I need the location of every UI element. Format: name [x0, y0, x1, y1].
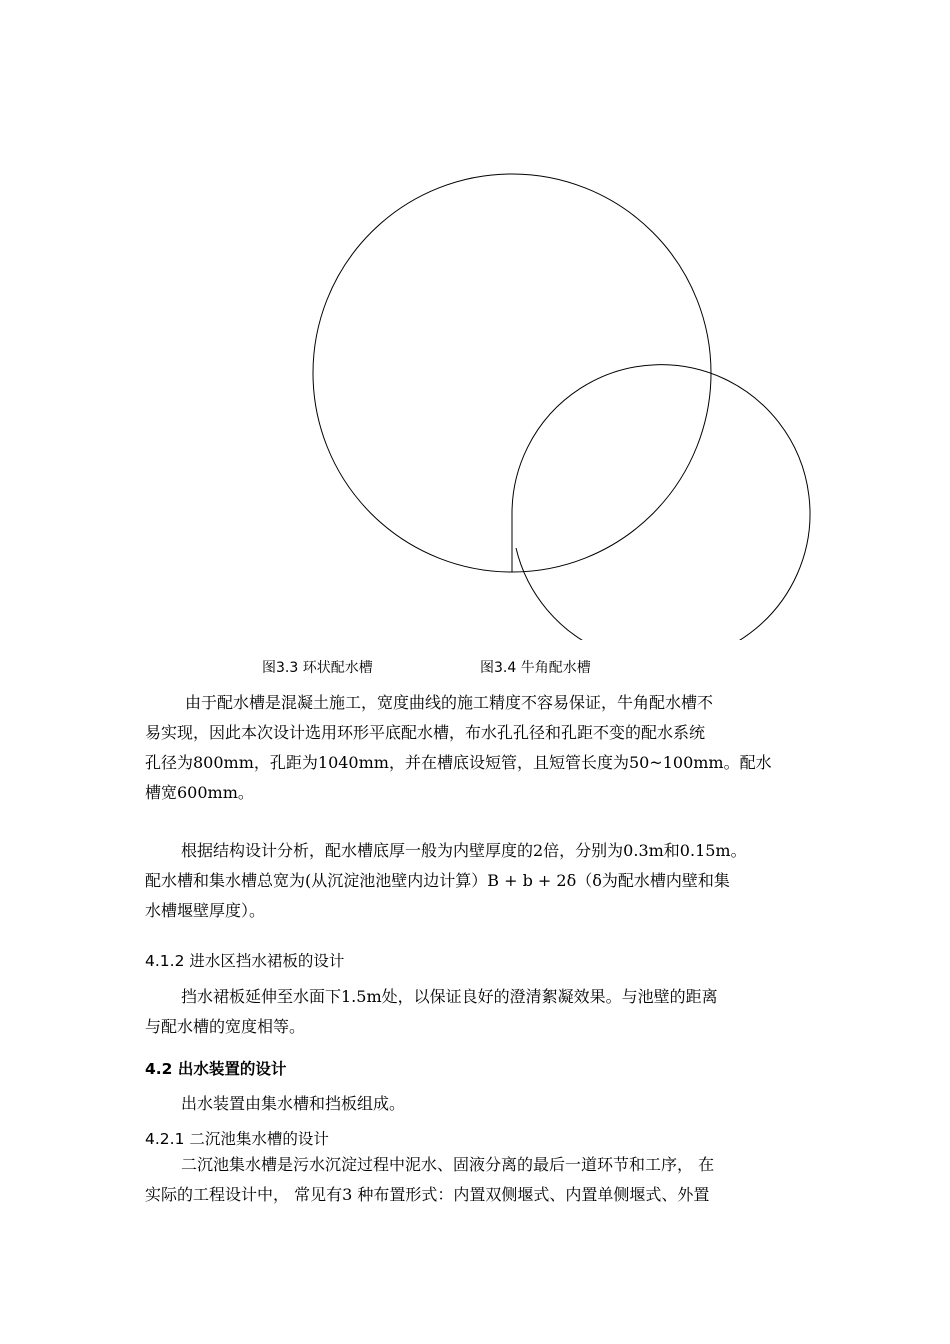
text-line: 二沉池集水槽是污水沉淀过程中泥水、固液分离的最后一道环节和工序， 在: [181, 1155, 715, 1174]
figure-caption-3-3: 图3.3 环状配水槽: [262, 660, 373, 676]
text-line: 槽宽600mm。: [145, 783, 254, 802]
figure-caption-3-4: 图3.4 牛角配水槽: [480, 660, 591, 676]
text-line: 与配水槽的宽度相等。: [145, 1017, 306, 1036]
section-heading-4-1-2: 4.1.2 进水区挡水裙板的设计: [145, 952, 345, 970]
text-line: 根据结构设计分析，配水槽底厚一般为内壁厚度的2倍，分别为0.3m和0.15m。: [181, 841, 747, 860]
section-heading-4-2-1: 4.2.1 二沉池集水槽的设计: [145, 1130, 329, 1148]
text-line: 实际的工程设计中， 常见有3 种布置形式：内置双侧堰式、内置单侧堰式、外置: [145, 1185, 710, 1204]
inner-ring-arc: [512, 365, 810, 640]
text-line: 由于配水槽是混凝土施工，宽度曲线的施工精度不容易保证，牛角配水槽不: [185, 693, 714, 712]
paragraph-trough-construction: [145, 688, 807, 808]
text-line: 出水装置由集水槽和挡板组成。: [181, 1094, 406, 1113]
text-line: 水槽堰壁厚度）。: [145, 901, 266, 920]
paragraph-structural-analysis: [145, 836, 807, 926]
paragraph-baffle-skirt: [145, 982, 807, 1042]
paragraph-collection-trough: [145, 1150, 807, 1210]
ring-trough-figure: [0, 0, 950, 640]
text-line: 配水槽和集水槽总宽为(从沉淀池池壁内边计算）B + b + 2δ（δ为配水槽内壁和集: [145, 871, 730, 890]
text-line: 易实现，因此本次设计选用环形平底配水槽，布水孔孔径和孔距不变的配水系统: [145, 723, 706, 742]
text-line: 挡水裙板延伸至水面下1.5m处，以保证良好的澄清絮凝效果。与池壁的距离: [181, 987, 718, 1006]
text-line: 孔径为800mm，孔距为1040mm，并在槽底设短管，且短管长度为50~100mm。配水: [145, 753, 772, 772]
paragraph-outlet-device: [145, 1089, 807, 1119]
section-heading-4-2: 4.2 出水装置的设计: [145, 1060, 287, 1078]
